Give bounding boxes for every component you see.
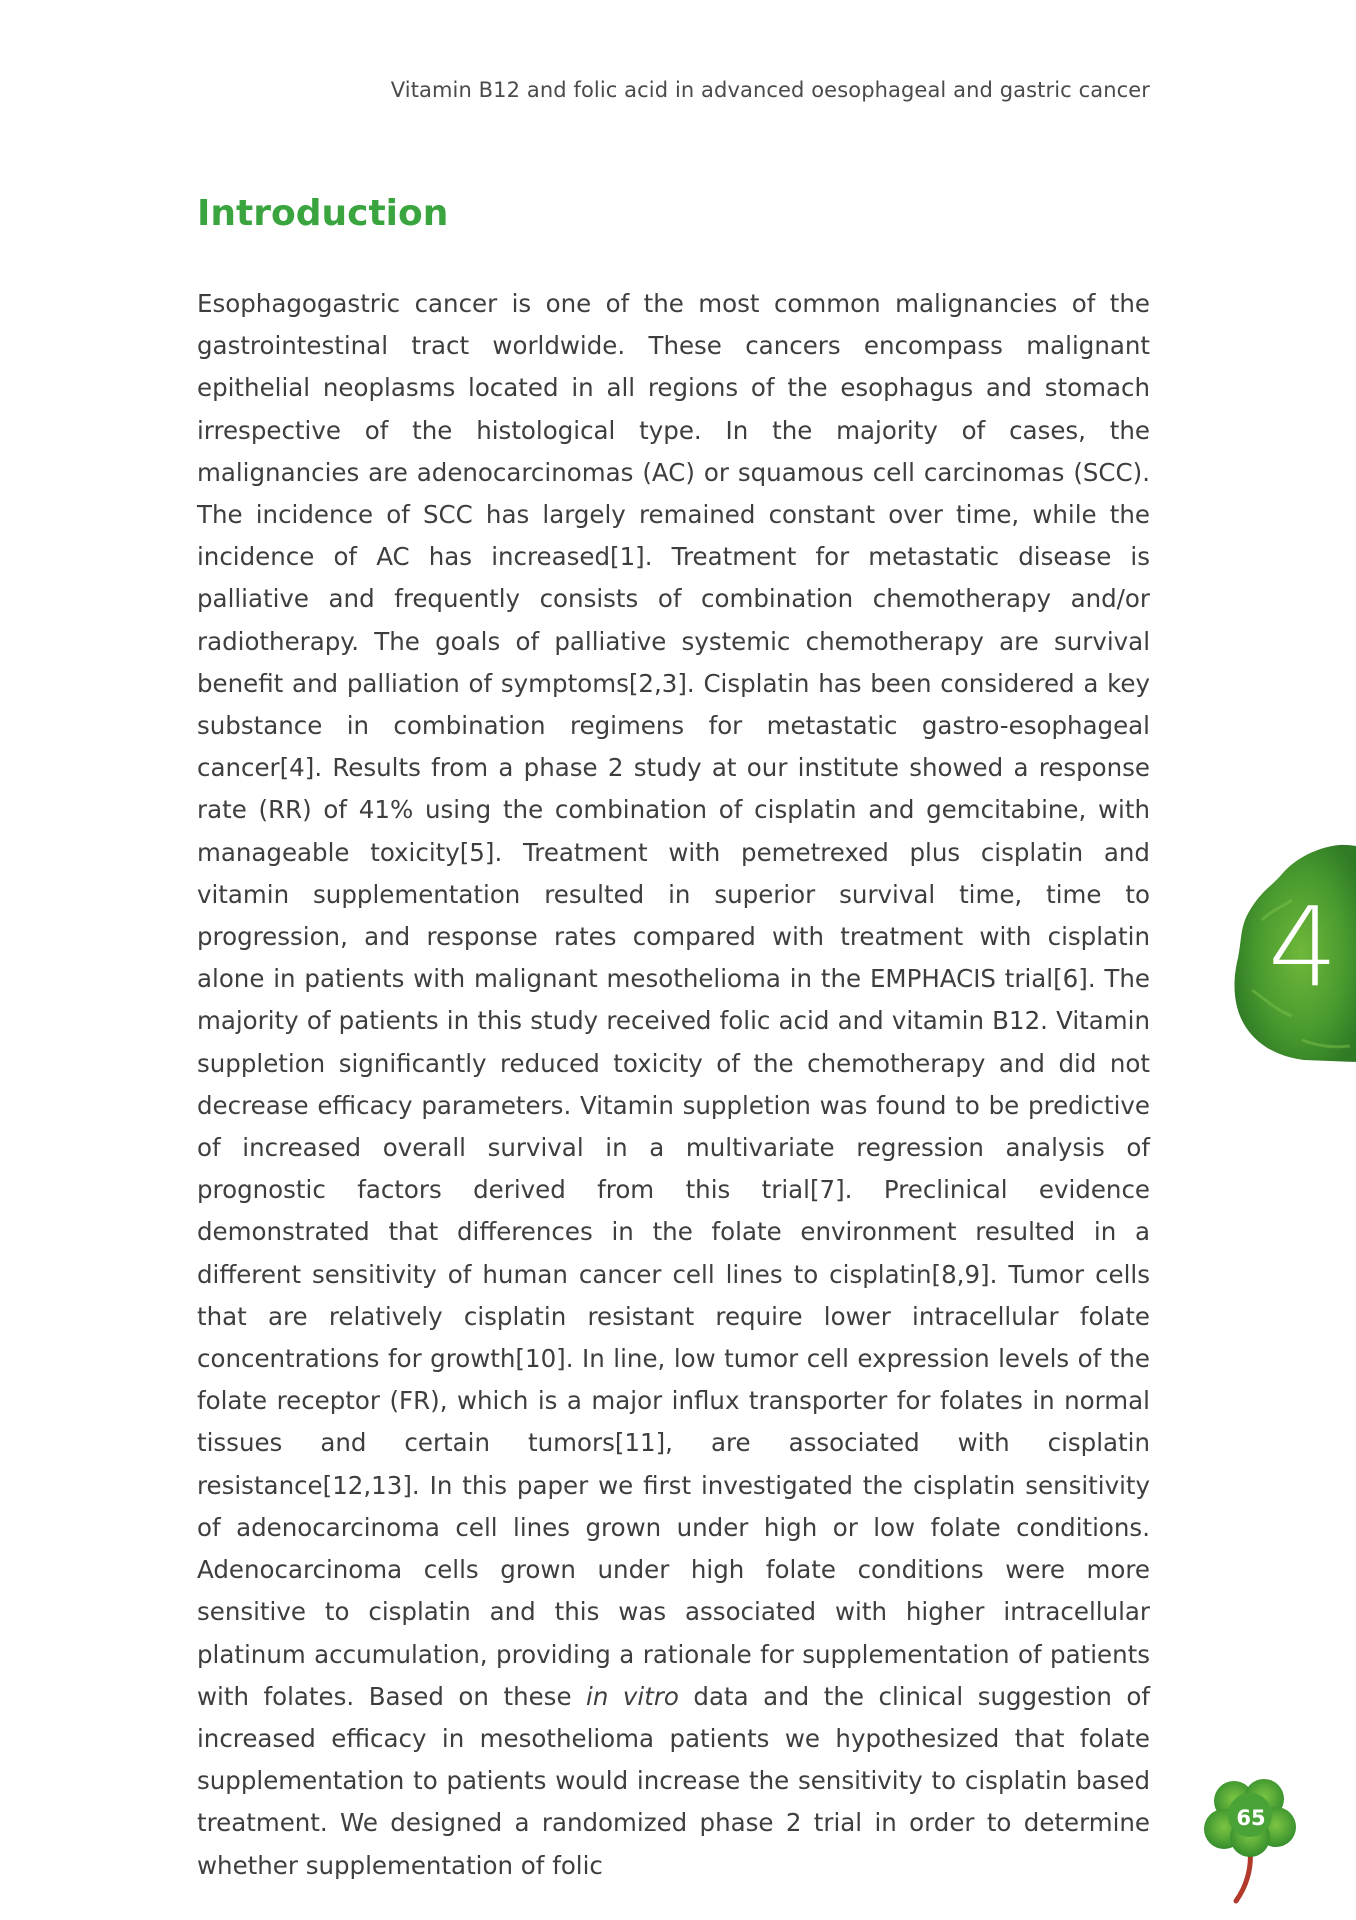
- section-heading: Introduction: [197, 193, 449, 234]
- body-text-part2: data and the clinical suggestion of increased efficacy in mesothelioma patients we hypothesized that folate supplementation to patients would increase the sensitivity to cisplatin based treatment. We designed a randomized phase 2 trial in order to determine whether supplementation of folic: [197, 1681, 1151, 1880]
- body-text-italic: in vitro: [586, 1681, 679, 1711]
- clover-icon: [1196, 1779, 1306, 1904]
- running-header: Vitamin B12 and folic acid in advanced oesophageal and gastric cancer: [390, 78, 1150, 102]
- chapter-number: 4: [1268, 883, 1338, 1011]
- page-number: 65: [1236, 1806, 1266, 1830]
- body-paragraph: [197, 283, 1150, 1887]
- body-text-part1: Esophagogastric cancer is one of the most common malignancies of the gastrointestinal tract worldwide. These cancers encompass malignant epithelial neoplasms located in all regions of the esophagus and stomach irrespective of the histological type. In the majority of cases, the malignancies are adenocarcinomas (AC) or squamous cell carcinomas (SCC). The incidence of SCC has largely remained constant over time, while the incidence of AC has increased[1]. Treatment for metastatic disease is palliative and frequently consists of combination chemotherapy and/or radiotherapy. The goals of palliative systemic chemotherapy are survival benefit and palliation of symptoms[2,3]. Cisplatin has been considered a key substance in combination regimens for metastatic gastro-esophageal cancer[4]. Results from a phase 2 study at our institute showed a response rate (RR) of 41% using the combination of cisplatin and gemcitabine, with manageable toxicity[5]. Treatment with pemetrexed plus cisplatin and vitamin supplementation resulted in superior survival time, time to progression, and response rates compared with treatment with cisplatin alone in patients with malignant mesothelioma in the EMPHACIS trial[6]. The majority of patients in this study received folic acid and vitamin B12. Vitamin suppletion significantly reduced toxicity of the chemotherapy and did not decrease efficacy parameters. Vitamin suppletion was found to be predictive of increased overall survival in a multivariate regression analysis of prognostic factors derived from this trial[7]. Preclinical evidence demonstrated that differences in the folate environment resulted in a different sensitivity of human cancer cell lines to cisplatin[8,9]. Tumor cells that are relatively cisplatin resistant require lower intracellular folate concentrations for growth[10]. In line, low tumor cell expression levels of the folate receptor (FR), which is a major influx transporter for folates in normal tissues and certain tumors[11], are associated with cisplatin resistance[12,13]. In this paper we first investigated the cisplatin sensitivity of adenocarcinoma cell lines grown under high or low folate conditions. Adenocarcinoma cells grown under high folate conditions were more sensitive to cisplatin and this was associated with higher intracellular platinum accumulation, providing a rationale for supplementation of patients with folates. Based on these: [197, 289, 1150, 1711]
- chapter-tab: [1232, 840, 1356, 1065]
